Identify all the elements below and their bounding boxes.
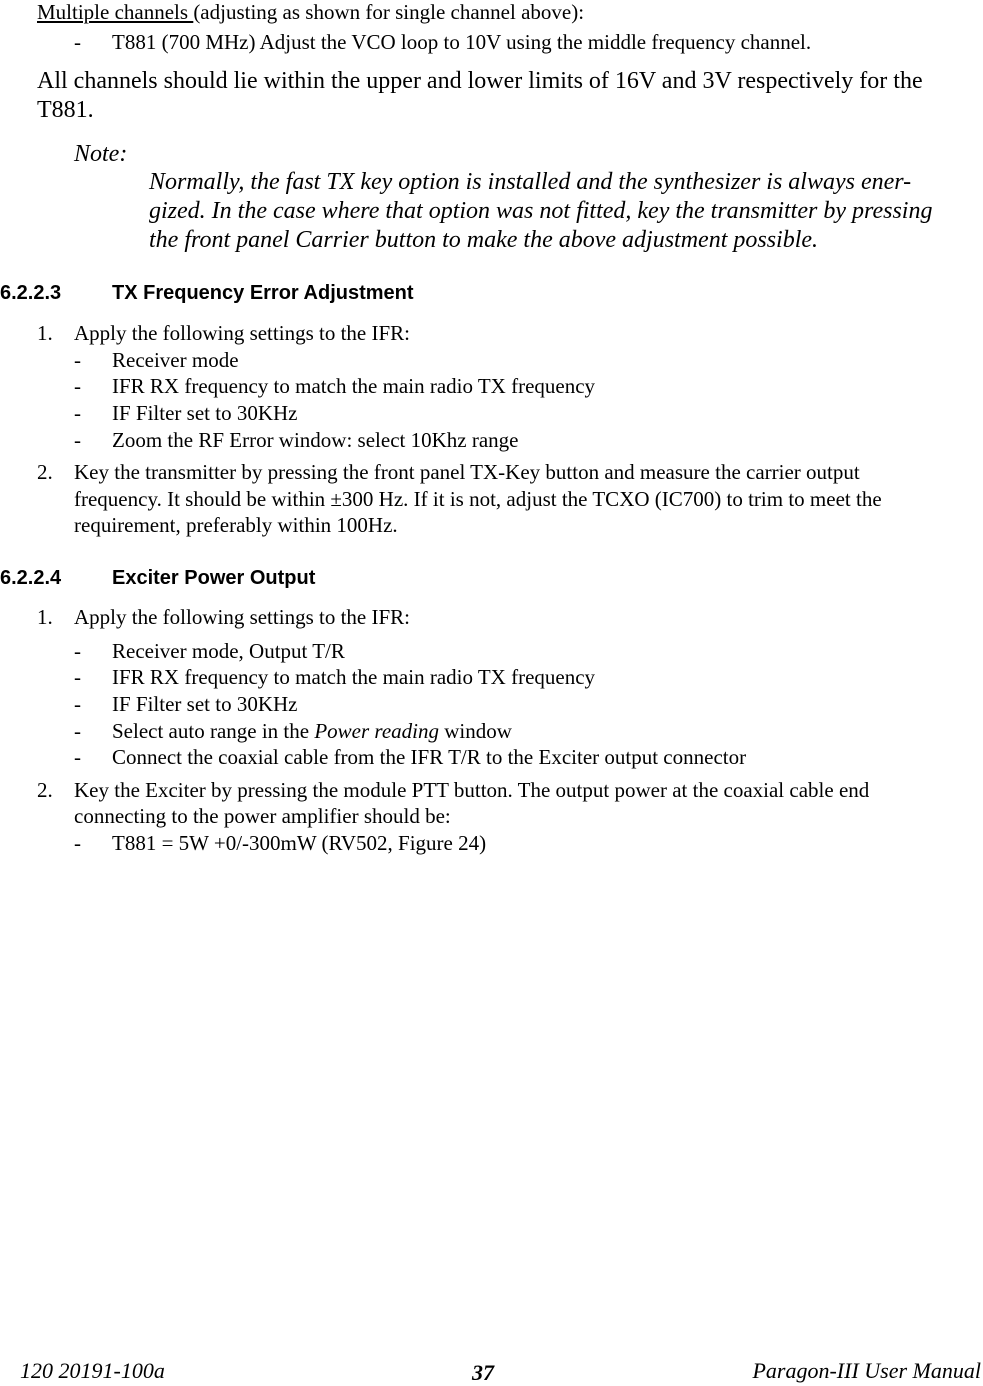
multiple-channels-underlined: Multiple channels <box>37 0 194 24</box>
bullet-dash: - <box>74 719 81 743</box>
footer-manual-title: Paragon-III User Manual <box>752 1358 981 1383</box>
bullet-text: Receiver mode, Output T/R <box>112 639 345 663</box>
s2-step1-bullet <box>74 664 596 691</box>
s1-step2-line-1: Key the transmitter by pressing the front panel TX-Key button and measure the carrier output <box>74 460 860 484</box>
bullet-text: Zoom the RF Error window: select 10Khz range <box>112 428 519 452</box>
s2-step2-line-2: connecting to the power amplifier should be: <box>74 804 451 828</box>
s1-step1-number: 1. <box>37 321 53 345</box>
body-paragraph-line-2: T881. <box>37 97 94 123</box>
bullet-dash: - <box>74 30 81 54</box>
s2-step2-line-1: Key the Exciter by pressing the module PTT button. The output power at the coaxial cable end <box>74 778 870 802</box>
section-6-2-2-3-title: TX Frequency Error Adjustment <box>112 282 414 304</box>
bullet-text: IF Filter set to 30KHz <box>112 401 298 425</box>
s1-step1-bullet <box>74 427 519 454</box>
s1-step1-text: Apply the following settings to the IFR: <box>74 321 410 345</box>
bullet-text: T881 = 5W +0/-300mW (RV502, Figure 24) <box>112 831 487 855</box>
bullet-text <box>112 718 512 745</box>
bullet-dash: - <box>74 831 81 855</box>
power-reading-window-name: Power reading <box>314 719 439 743</box>
bullet-text: T881 (700 MHz) Adjust the VCO loop to 10V using the middle frequency channel. <box>112 30 812 54</box>
bullet-text: IF Filter set to 30KHz <box>112 692 298 716</box>
bullet-text: IFR RX frequency to match the main radio TX frequency <box>112 374 596 398</box>
section-6-2-2-3-number: 6.2.2.3 <box>0 282 62 304</box>
s1-step2-number: 2. <box>37 460 53 484</box>
s2-step1-bullet <box>74 718 512 745</box>
s2-step1-bullet <box>74 691 298 718</box>
s1-step1-bullet <box>74 347 239 374</box>
bullet-text-before: Select auto range in the <box>112 719 315 743</box>
s2-step2-bullet <box>74 830 487 857</box>
bullet-text: Receiver mode <box>112 348 239 372</box>
footer-page-number: 37 <box>472 1360 494 1385</box>
s2-step2-number: 2. <box>37 778 53 802</box>
note-line-1: Normally, the fast TX key option is installed and the synthesizer is always ener- <box>149 169 912 195</box>
bullet-dash: - <box>74 374 81 398</box>
s1-step1-bullet <box>74 400 298 427</box>
s1-step2-line-2: frequency. It should be within ±300 Hz. If it is not, adjust the TCXO (IC700) to trim to meet the <box>74 487 882 511</box>
note-line-3: the front panel Carrier button to make the above adjustment possible. <box>149 227 819 253</box>
multiple-channels-rest: (adjusting as shown for single channel above): <box>193 0 585 24</box>
bullet-dash: - <box>74 348 81 372</box>
s1-step2-line-3: requirement, preferably within 100Hz. <box>74 513 398 537</box>
s2-step1-text: Apply the following settings to the IFR: <box>74 605 410 629</box>
bullet-dash: - <box>74 692 81 716</box>
bullet-text: Connect the coaxial cable from the IFR T/R to the Exciter output connector <box>112 745 747 769</box>
note-line-2: gized. In the case where that option was not fitted, key the transmitter by pressing <box>149 198 933 224</box>
bullet-dash: - <box>74 665 81 689</box>
section-6-2-2-4-title: Exciter Power Output <box>112 567 316 589</box>
bullet-text-after: window <box>438 719 512 743</box>
multiple-channels-bullet <box>74 29 812 56</box>
body-paragraph-line-1: All channels should lie within the upper and lower limits of 16V and 3V respectively for the <box>37 68 923 94</box>
bullet-dash: - <box>74 401 81 425</box>
bullet-text: IFR RX frequency to match the main radio TX frequency <box>112 665 596 689</box>
footer-doc-number: 120 20191-100a <box>20 1358 165 1383</box>
section-6-2-2-4-number: 6.2.2.4 <box>0 567 62 589</box>
bullet-dash: - <box>74 428 81 452</box>
s2-step1-bullet <box>74 744 747 771</box>
s2-step1-number: 1. <box>37 605 53 629</box>
bullet-dash: - <box>74 639 81 663</box>
bullet-dash: - <box>74 745 81 769</box>
s2-step1-bullet <box>74 638 345 665</box>
multiple-channels-heading <box>37 0 584 26</box>
note-label: Note: <box>74 141 128 167</box>
s1-step1-bullet <box>74 373 596 400</box>
